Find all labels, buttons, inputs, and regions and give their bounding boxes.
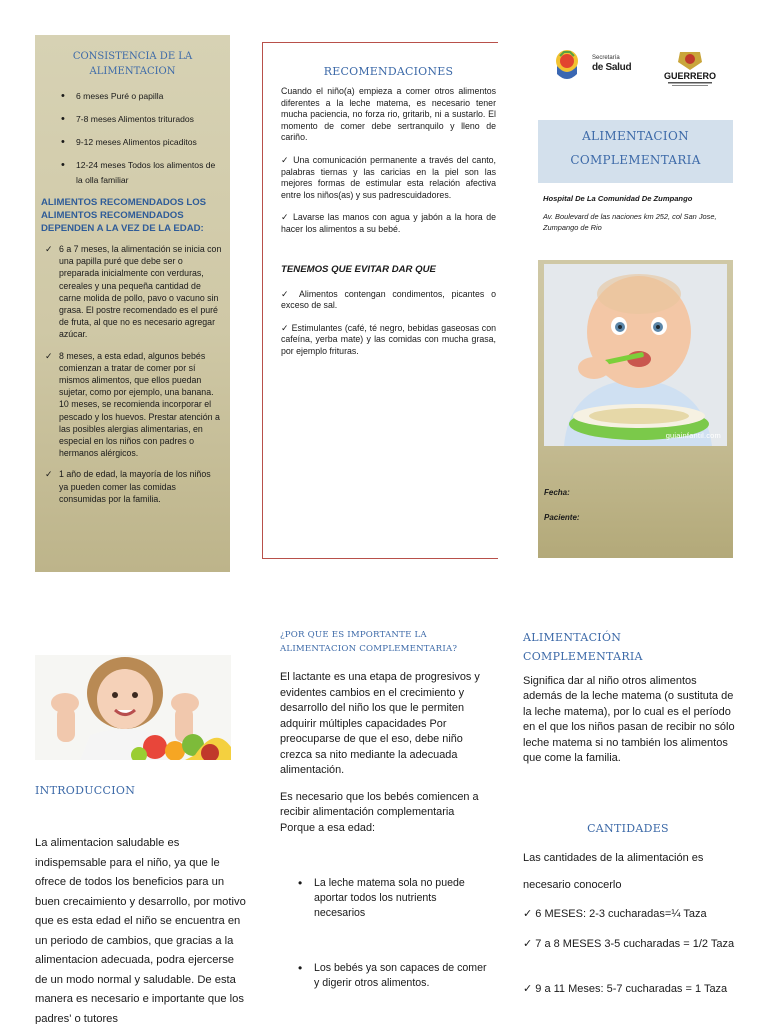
list-item: • 7-8 meses Alimentos triturados <box>61 112 222 127</box>
cover-title: ALIMENTACION COMPLEMENTARIA <box>538 120 733 183</box>
recomendaciones-heading: RECOMENDACIONES <box>323 65 454 78</box>
paragraph: ✓ Lavarse las manos con agua y jabón a la hora de hacer los alimentos a su bebé. <box>281 212 496 234</box>
alimentacion-complementaria-heading: ALIMENTACIÓN COMPLEMENTARIA <box>523 631 643 663</box>
logo-caption: Secretaría <box>592 55 620 61</box>
age-list <box>43 243 222 505</box>
baby-photo <box>544 264 727 446</box>
cantidades-line: necesario conocerlo <box>523 879 622 891</box>
por-que-text <box>280 670 490 847</box>
consistencia-list <box>61 89 222 188</box>
logo-title: de Salud <box>592 62 632 73</box>
hospital-name: Hospital De La Comunidad De Zumpango <box>543 194 693 203</box>
paragraph: Cuando el niño(a) empieza a comer otros alimentos diferentes a la leche matema, es necesario tener mucha paciencia, no forza rio, gritarib, ni a sustarlo. El momento de comer debe sertranquilo y lleno de cariño. <box>281 86 496 143</box>
introduccion-text: La alimentacion saludable es indispemsable para el niño, ya que le ofrece de todos los beneficios para un buen crecaimiento y desarrollo, por motivo que es esta edad el niño se encuentra en un periodo de cambios, que gracias a la alimentacion adecuada, podra ejercerse de un modo normal y saludable. De esta manera es necesario e importante que los padres' o tutores <box>35 837 246 1024</box>
girl-with-fruits-image <box>35 655 231 760</box>
cantidades-item: ✓ 7 a 8 MESES 3-5 cucharadas = 1/2 Taza <box>523 938 735 950</box>
cantidades-item: ✓ 6 MESES: 2-3 cucharadas=¼ Taza <box>523 908 707 920</box>
paragraph: ✓ Una comunicación permanente a través del canto, palabras tiernas y las caricias en la piel son las mejores formas de estimular esta relación afectiva entre los niños(as) y sus padrescuidadores. <box>281 154 496 200</box>
list-item: ✓ 1 año de edad, la mayoría de los niños ya pueden comer las comidas consumidas por la familia. <box>45 469 211 504</box>
paragraph: Es necesario que los bebés comiencen a recibir alimentación complementaria Porque a esa edad: <box>280 790 479 834</box>
photo-watermark: guiainfantil.com <box>665 431 721 440</box>
check-icon: ✓ <box>45 350 53 361</box>
avoid-heading: TENEMOS QUE EVITAR DAR QUE <box>281 263 436 275</box>
svg-text:GUERRERO: GUERRERO <box>663 71 717 81</box>
cantidades-item: ✓ 9 a 11 Meses: 5-7 cucharadas = 1 Taza <box>523 983 728 995</box>
fecha-label: Fecha: <box>544 488 570 497</box>
recomendaciones-panel <box>262 42 498 559</box>
hospital-address: Av. Boulevard de las naciones km 252, col San Jose, Zumpango de Rio <box>543 212 717 232</box>
paragraph: ✓ Estimulantes (café, té negro, bebidas gaseosas con cafeína, yerba mate) y las comidas con mucha grasa, por ejemplo frituras. <box>281 322 496 356</box>
salud-logo-icon <box>552 48 582 88</box>
alimentacion-complementaria-text: Significa dar al niño otros alimentos además de la leche matema (o sustituta de la leche matema), por lo cual es el período en el que los niños pasan de recibir no sólo leche matema si no también los alimentos que come la familia. <box>523 675 735 765</box>
baby-eating-image <box>544 264 727 446</box>
recommended-heading: ALIMENTOS RECOMENDADOS LOS ALIMENTOS RECOMENDADOS DEPENDEN A LA VEZ DE LA EDAD: <box>41 197 207 234</box>
list-item: • La leche matema sola no puede aportar todos los nutrients necesarios <box>298 876 490 921</box>
cover-box <box>538 260 733 558</box>
logos <box>552 48 722 92</box>
list-item: • 6 meses Puré o papilla <box>61 89 222 104</box>
introduccion-heading: INTRODUCCION <box>35 784 136 797</box>
paragraph: El lactante es una etapa de progresivos y evidentes cambios en el crecimiento y desarrollo del niño los que le permiten adquirir múltiples capacidades Por preocuparse de que el eso, debe niño crezca sa nito mediante la adecuada alimentación. <box>280 671 480 776</box>
paciente-label: Paciente: <box>544 513 580 522</box>
por-que-heading: ¿POR QUE ES IMPORTANTE LA ALIMENTACION COMPLEMENTARIA? <box>280 630 458 654</box>
girl-photo <box>35 655 231 760</box>
guerrero-logo-icon <box>660 48 720 88</box>
list-item: • Los bebés ya son capaces de comer y digerir otros alimentos. <box>298 961 490 991</box>
list-item: • 9-12 meses Alimentos picaditos <box>61 135 222 150</box>
check-icon: ✓ <box>45 244 53 254</box>
list-item: • 12-24 meses Todos los alimentos de la olla familiar <box>61 158 222 188</box>
consistencia-panel <box>35 35 230 572</box>
cantidades-line: Las cantidades de la alimentación es <box>523 852 704 864</box>
list-item: ✓ 8 meses, a esta edad, algunos bebés comienzan a tratar de comer por sí mismos alimentos, que ellos puedan sujetar, como por ejemplo, una banana. 10 meses, se recomienda incorporar el pescado y los huevos. Prestar atención a las posibles alergias alimentarias, en especial en los niños con padres o hermanos alérgicos. <box>45 350 220 459</box>
check-icon: ✓ <box>45 469 53 480</box>
consistencia-heading: CONSISTENCIA DE LA ALIMENTACION <box>72 51 193 77</box>
cantidades-heading: CANTIDADES <box>587 822 669 835</box>
por-que-list <box>298 961 490 991</box>
por-que-list <box>298 876 490 921</box>
list-item: ✓ 6 a 7 meses, la alimentación se inicia con una papilla puré que debe ser o preparada inicialmente con verduras, cereales y una pequeña cantidad de carne molida de pollo, pavo o vacuno sin grasa. El postre recomendado es el puré de fruta, al que no es necesario agregar azúcar. <box>45 244 222 340</box>
paragraph: ✓ Alimentos contengan condimentos, picantes o exceso de sal. <box>281 288 496 311</box>
